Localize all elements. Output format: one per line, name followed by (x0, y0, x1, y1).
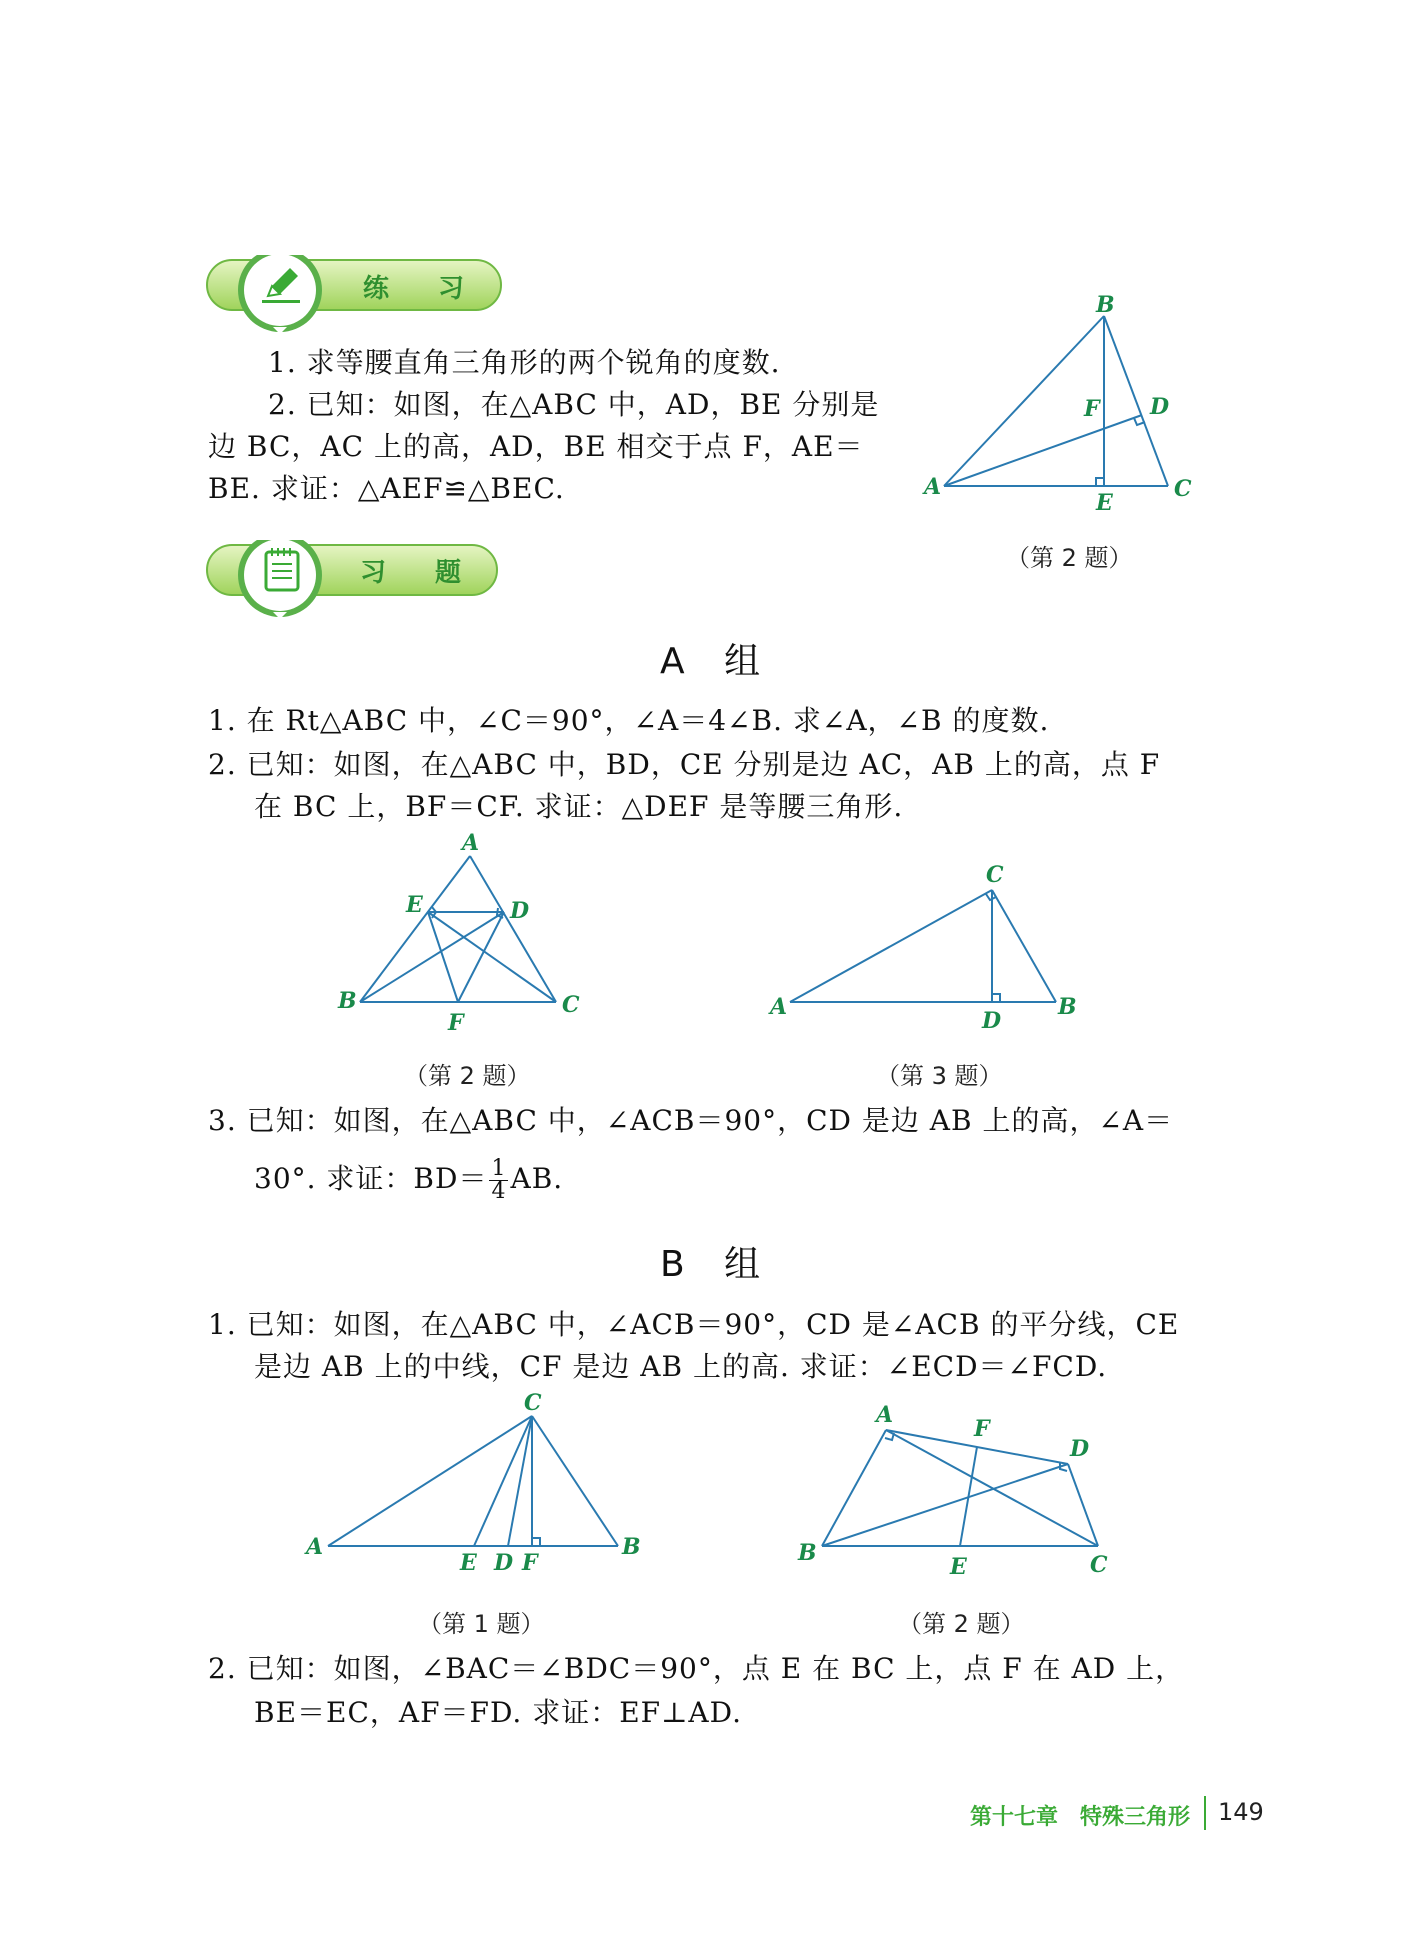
seg-ac (790, 890, 992, 1002)
group-b-title: B 组 (660, 1244, 775, 1285)
a-fig2 (330, 830, 590, 1040)
fraction-numerator: 1 (491, 1156, 507, 1181)
label-b: B (1096, 292, 1115, 318)
practice-q1: 1. 求等腰直角三角形的两个锐角的度数. (268, 346, 781, 379)
b-fig1 (300, 1390, 650, 1580)
label-f: F (1084, 396, 1100, 422)
label-e: E (950, 1554, 967, 1580)
right-angle-e (1096, 478, 1104, 486)
b-q1-line2: 是边 AB 上的中线，CF 是边 AB 上的高. 求证：∠ECD＝∠FCD. (254, 1350, 1108, 1383)
label-f: F (522, 1550, 538, 1576)
seg-cd (508, 1416, 532, 1546)
label-f: F (974, 1416, 990, 1442)
label-a: A (924, 474, 942, 500)
practice-q2-line3: BE. 求证：△AEF≌△BEC. (208, 472, 565, 505)
label-c: C (524, 1390, 542, 1416)
seg-cb (532, 1416, 618, 1546)
a-fig3 (760, 860, 1080, 1040)
seg-ef (960, 1447, 977, 1546)
b-fig2 (790, 1396, 1130, 1586)
fraction-denominator: 4 (491, 1179, 507, 1204)
footer-divider (1204, 1796, 1206, 1830)
label-a: A (876, 1402, 894, 1428)
a-q2-line2: 在 BC 上，BF＝CF. 求证：△DEF 是等腰三角形. (254, 790, 904, 823)
seg-ac (328, 1416, 532, 1546)
a-q3-line2-post: AB. (510, 1162, 564, 1195)
label-b: B (622, 1534, 641, 1560)
label-d: D (1150, 394, 1170, 420)
seg-dc (1068, 1464, 1098, 1546)
practice-q2-line2: 边 BC，AC 上的高，AD，BE 相交于点 F，AE＝ (208, 430, 864, 463)
label-e: E (1096, 490, 1113, 516)
b-fig2-caption: （第 2 题） (898, 1610, 1025, 1638)
seg-ac (470, 856, 556, 1002)
label-d: D (982, 1008, 1002, 1034)
right-angle-d (992, 994, 1000, 1002)
page-number: 149 (1218, 1798, 1264, 1826)
practice-fig-caption: （第 2 题） (1006, 544, 1133, 572)
label-b: B (338, 988, 357, 1014)
label-b: B (1058, 994, 1077, 1020)
label-f: F (448, 1010, 464, 1036)
seg-bd (822, 1464, 1068, 1546)
a-q2-line1: 2. 已知：如图，在△ABC 中，BD，CE 分别是边 AC，AB 上的高，点 F (208, 748, 1161, 781)
a-fig2-caption: （第 2 题） (404, 1062, 531, 1090)
practice-q2-line1: 2. 已知：如图，在△ABC 中，AD，BE 分别是 (268, 388, 880, 421)
seg-ab (944, 316, 1104, 486)
right-angle-f (532, 1538, 540, 1546)
exercises-banner-label: 习 题 (360, 558, 482, 588)
b-fig1-caption: （第 1 题） (418, 1610, 545, 1638)
label-a: A (462, 830, 480, 856)
label-e: E (460, 1550, 477, 1576)
seg-cb (992, 890, 1056, 1002)
pencil-icon (258, 262, 304, 308)
label-d: D (510, 898, 530, 924)
group-a-title: A 组 (660, 641, 775, 682)
label-d: D (1070, 1436, 1090, 1462)
seg-ce (428, 912, 556, 1002)
b-q2-line2: BE＝EC，AF＝FD. 求证：EF⊥AD. (254, 1696, 742, 1729)
a-q1: 1. 在 Rt△ABC 中，∠C＝90°，∠A＝4∠B. 求∠A，∠B 的度数. (208, 704, 1050, 737)
seg-ac (886, 1430, 1098, 1546)
practice-banner-label: 练 习 (363, 274, 485, 304)
label-c: C (986, 862, 1004, 888)
label-d: D (494, 1550, 514, 1576)
b-q2-line1: 2. 已知：如图，∠BAC＝∠BDC＝90°，点 E 在 BC 上，点 F 在 AD 上， (208, 1652, 1185, 1685)
seg-ad (944, 415, 1142, 486)
label-a: A (770, 994, 788, 1020)
a-q3-line1: 3. 已知：如图，在△ABC 中，∠ACB＝90°，CD 是边 AB 上的高，∠A＝ (208, 1104, 1174, 1137)
footer-chapter: 第十七章 特殊三角形 (970, 1805, 1191, 1830)
notepad-icon (260, 544, 304, 594)
a-fig3-caption: （第 3 题） (876, 1062, 1003, 1090)
label-c: C (1174, 476, 1192, 502)
label-c: C (1090, 1552, 1108, 1578)
label-a: A (306, 1534, 324, 1560)
label-b: B (798, 1540, 817, 1566)
a-q3-line2 (254, 1158, 563, 1203)
label-c: C (562, 992, 580, 1018)
fraction (489, 1158, 508, 1203)
b-q1-line1: 1. 已知：如图，在△ABC 中，∠ACB＝90°，CD 是∠ACB 的平分线，CE (208, 1308, 1180, 1341)
practice-figure (920, 290, 1200, 520)
a-q3-line2-pre: 30°. 求证：BD＝ (254, 1162, 488, 1195)
label-e: E (406, 892, 423, 918)
